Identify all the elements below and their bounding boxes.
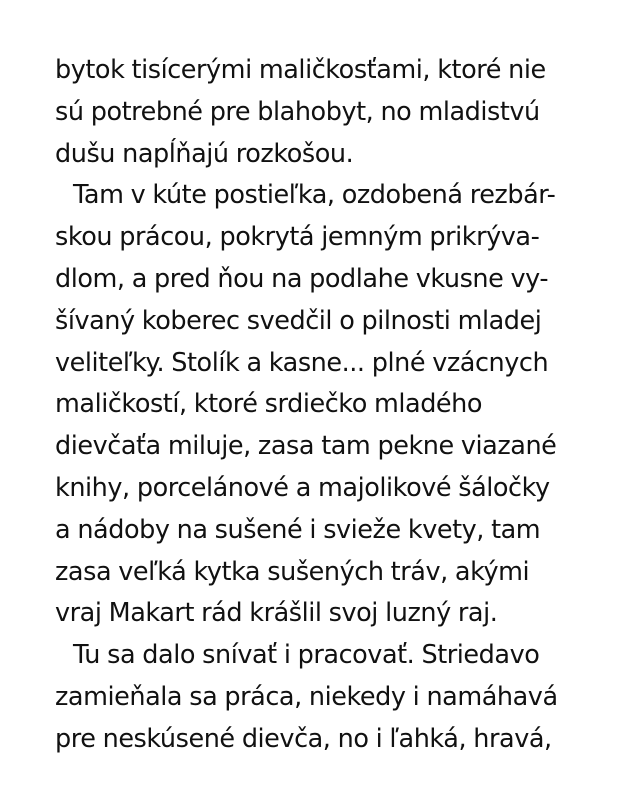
text-line: skou prácou, pokrytá jemným prikrýva- — [55, 222, 540, 253]
text-line: sú potrebné pre blahobyt, no mladistvú — [55, 96, 540, 127]
text-line: a nádoby na sušené i svieže kvety, tam — [55, 514, 541, 545]
text-line: dievčaťa miluje, zasa tam pekne viazané — [55, 431, 557, 462]
text-line: Tam v kúte postieľka, ozdobená rezbár- — [73, 180, 556, 211]
text-line: šívaný koberec svedčil o pilnosti mladej — [55, 305, 542, 336]
text-line: pre neskúsené dievča, no i ľahká, hravá, — [55, 723, 552, 754]
text-line: dušu napĺňajú rozkošou. — [55, 138, 354, 169]
page-text — [55, 50, 615, 761]
text-line: knihy, porcelánové a majolikové šáločky — [55, 472, 550, 503]
text-line: Tu sa dalo snívať i pracovať. Striedavo — [73, 640, 540, 671]
text-line: dlom, a pred ňou na podlahe vkusne vy- — [55, 263, 549, 294]
text-line: vraj Makart rád krášlil svoj luzný raj. — [55, 598, 498, 629]
text-line: maličkostí, ktoré srdiečko mladého — [55, 389, 483, 420]
text-line: veliteľky. Stolík a kasne... plné vzácnych — [55, 347, 549, 378]
text-line: zasa veľká kytka sušených tráv, akými — [55, 556, 530, 587]
text-line: zamieňala sa práca, niekedy i namáhavá — [55, 681, 558, 712]
text-line: bytok tisícerými maličkosťami, ktoré nie — [55, 55, 546, 85]
